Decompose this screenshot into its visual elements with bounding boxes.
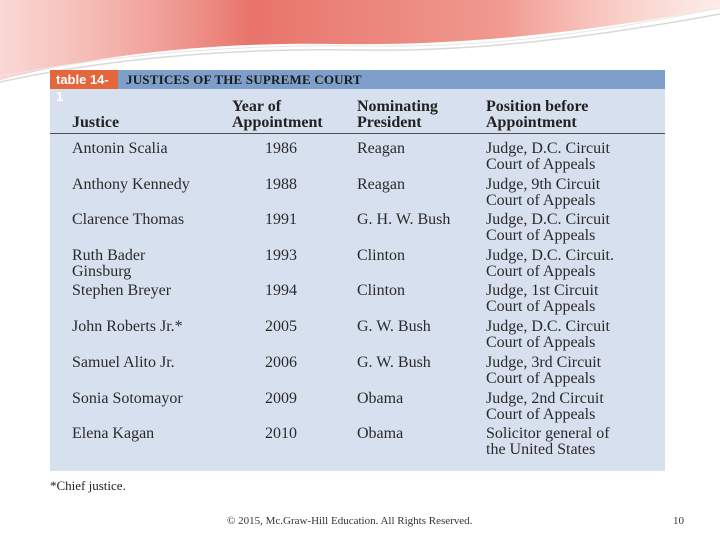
cell-year: 2005 xyxy=(265,318,297,335)
cell-president: G. W. Bush xyxy=(357,318,431,335)
cell-position xyxy=(486,355,662,387)
cell-president: G. H. W. Bush xyxy=(357,211,451,228)
cell-justice: Clarence Thomas xyxy=(72,211,185,228)
cell-position xyxy=(486,248,662,280)
col-head-position-line2: Appointment xyxy=(486,114,577,131)
cell-position xyxy=(486,391,662,423)
cell-president: Clinton xyxy=(357,282,406,299)
cell-president: Reagan xyxy=(357,140,405,157)
cell-year: 2009 xyxy=(265,390,297,407)
cell-president: Reagan xyxy=(357,176,405,193)
cell-position-line2: Court of Appeals xyxy=(486,156,596,173)
cell-year: 2010 xyxy=(265,425,297,442)
cell-year: 1986 xyxy=(265,140,297,157)
table-title: JUSTICES OF THE SUPREME COURT xyxy=(126,72,362,87)
col-head-year-line2: Appointment xyxy=(232,114,323,131)
cell-position-line1: Judge, D.C. Circuit xyxy=(486,318,610,335)
cell-justice: Stephen Breyer xyxy=(72,282,172,299)
cell-justice: Antonin Scalia xyxy=(72,140,168,157)
cell-justice: John Roberts Jr.* xyxy=(72,318,183,335)
table-footnote: *Chief justice. xyxy=(50,478,126,493)
cell-year: 1988 xyxy=(265,176,297,193)
table-header-band xyxy=(50,70,665,104)
cell-position-line1: Judge, D.C. Circuit. xyxy=(486,247,614,264)
cell-year: 2006 xyxy=(265,354,297,371)
cell-position xyxy=(486,283,662,315)
cell-position xyxy=(486,319,662,351)
cell-position-line1: Judge, 9th Circuit xyxy=(486,176,601,193)
col-head-president-line2: President xyxy=(357,114,422,131)
col-head-president-line1: Nominating xyxy=(357,98,438,115)
cell-position xyxy=(486,426,662,458)
cell-position-line1: Judge, D.C. Circuit xyxy=(486,140,610,157)
cell-position-line1: Judge, D.C. Circuit xyxy=(486,211,610,228)
page-number: 10 xyxy=(673,515,684,527)
cell-position-line2: Court of Appeals xyxy=(486,263,596,280)
cell-position-line2: Court of Appeals xyxy=(486,406,596,423)
cell-position-line1: Judge, 1st Circuit xyxy=(486,282,599,299)
col-head-justice: Justice xyxy=(72,114,120,131)
table-label: table 14-1 xyxy=(50,70,118,89)
cell-year: 1991 xyxy=(265,211,297,228)
cell-position xyxy=(486,141,662,173)
cell-position-line2: Court of Appeals xyxy=(486,192,596,209)
cell-position-line2: Court of Appeals xyxy=(486,370,596,387)
copyright-notice: © 2015, Mc.Graw-Hill Education. All Rights Reserved. xyxy=(227,515,473,527)
cell-year: 1994 xyxy=(265,282,297,299)
cell-justice: Anthony Kennedy xyxy=(72,176,190,193)
cell-position xyxy=(486,177,662,209)
cell-justice: Samuel Alito Jr. xyxy=(72,354,175,371)
cell-position-line1: Solicitor general of xyxy=(486,425,610,442)
justices-table xyxy=(50,70,665,471)
cell-position-line2: Court of Appeals xyxy=(486,334,596,351)
cell-president: Clinton xyxy=(357,247,406,264)
cell-president: Obama xyxy=(357,390,404,407)
cell-year: 1993 xyxy=(265,247,297,264)
cell-position-line1: Judge, 3rd Circuit xyxy=(486,354,602,371)
col-head-position-line1: Position before xyxy=(486,98,589,115)
cell-justice: Sonia Sotomayor xyxy=(72,390,183,407)
cell-president: G. W. Bush xyxy=(357,354,431,371)
cell-position-line2: Court of Appeals xyxy=(486,227,596,244)
cell-president: Obama xyxy=(357,425,404,442)
cell-justice: Elena Kagan xyxy=(72,425,155,442)
cell-position-line2: the United States xyxy=(486,441,596,458)
col-head-year-line1: Year of xyxy=(232,98,282,115)
cell-position-line2: Court of Appeals xyxy=(486,298,596,315)
cell-position-line1: Judge, 2nd Circuit xyxy=(486,390,604,407)
cell-position xyxy=(486,212,662,244)
column-headers xyxy=(50,97,665,134)
cell-justice: Ruth Bader Ginsburg xyxy=(72,247,146,280)
